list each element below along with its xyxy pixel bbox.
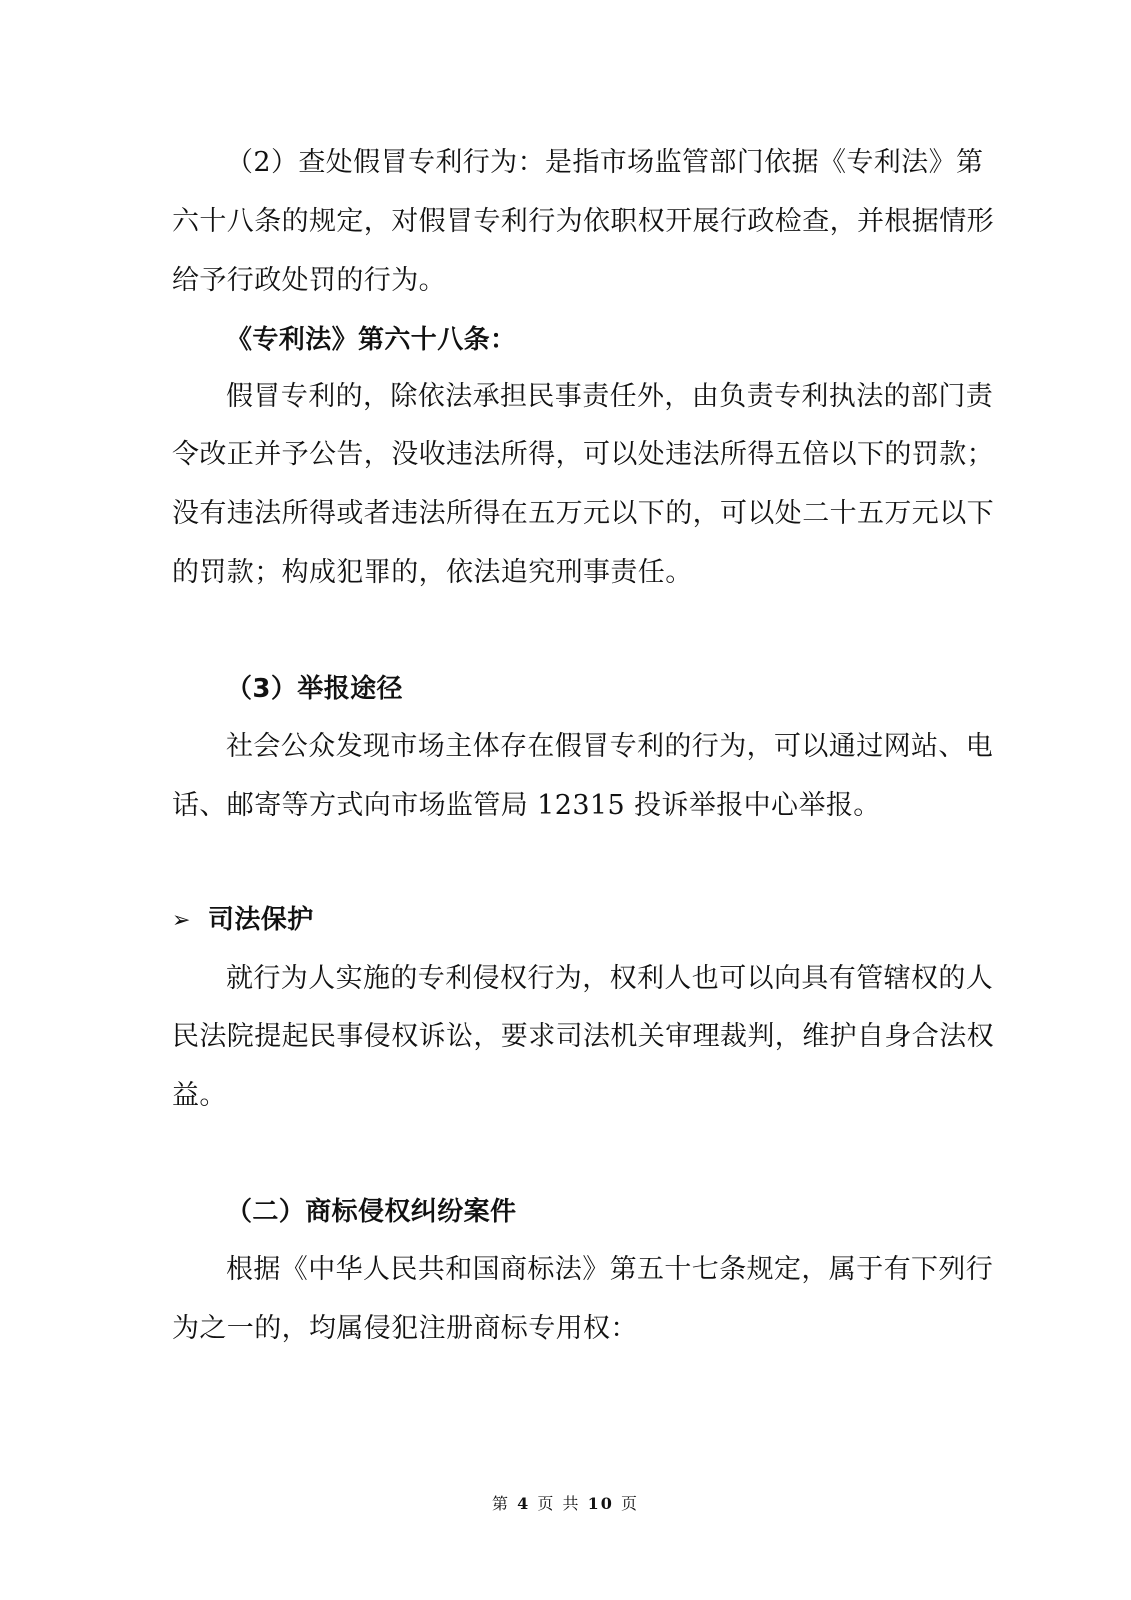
paragraph-line: 没有违法所得或者违法所得在五万元以下的，可以处二十五万元以下 bbox=[172, 498, 994, 529]
paragraph-line: 为之一的，均属侵犯注册商标专用权： bbox=[172, 1313, 638, 1344]
section-heading: 司法保护 bbox=[208, 905, 314, 935]
paragraph-line: 话、邮寄等方式向市场监管局 12315 投诉举报中心举报。 bbox=[172, 790, 881, 821]
footer-label-of: 页 共 bbox=[537, 1494, 581, 1513]
page-footer bbox=[0, 1494, 1131, 1514]
paragraph-line: （2）查处假冒专利行为：是指市场监管部门依据《专利法》第 bbox=[226, 147, 984, 178]
footer-label-end: 页 bbox=[620, 1494, 639, 1513]
paragraph-line: 的罚款；构成犯罪的，依法追究刑事责任。 bbox=[172, 557, 693, 588]
paragraph-line: 就行为人实施的专利侵权行为，权利人也可以向具有管辖权的人 bbox=[226, 963, 994, 994]
total-page-count: 10 bbox=[587, 1494, 614, 1513]
paragraph-line: 益。 bbox=[172, 1080, 227, 1111]
paragraph-line: 令改正并予公告，没收违法所得，可以处违法所得五倍以下的罚款； bbox=[172, 439, 994, 470]
current-page-number: 4 bbox=[517, 1494, 531, 1513]
arrow-bullet-icon: ➢ bbox=[172, 908, 191, 933]
paragraph-line: 民法院提起民事侵权诉讼，要求司法机关审理裁判，维护自身合法权 bbox=[172, 1021, 994, 1052]
footer-label-page: 第 bbox=[492, 1494, 511, 1513]
paragraph-line: 六十八条的规定，对假冒专利行为依职权开展行政检查，并根据情形 bbox=[172, 206, 994, 237]
section-heading: （二）商标侵权纠纷案件 bbox=[226, 1197, 517, 1227]
section-heading: （3）举报途径 bbox=[226, 674, 403, 704]
paragraph-line: 假冒专利的，除依法承担民事责任外，由负责专利执法的部门责 bbox=[226, 381, 994, 412]
section-heading: 《专利法》第六十八条： bbox=[226, 325, 517, 355]
paragraph-line: 根据《中华人民共和国商标法》第五十七条规定，属于有下列行 bbox=[226, 1254, 994, 1285]
paragraph-line: 给予行政处罚的行为。 bbox=[172, 265, 446, 296]
paragraph-line: 社会公众发现市场主体存在假冒专利的行为，可以通过网站、电 bbox=[226, 731, 994, 762]
